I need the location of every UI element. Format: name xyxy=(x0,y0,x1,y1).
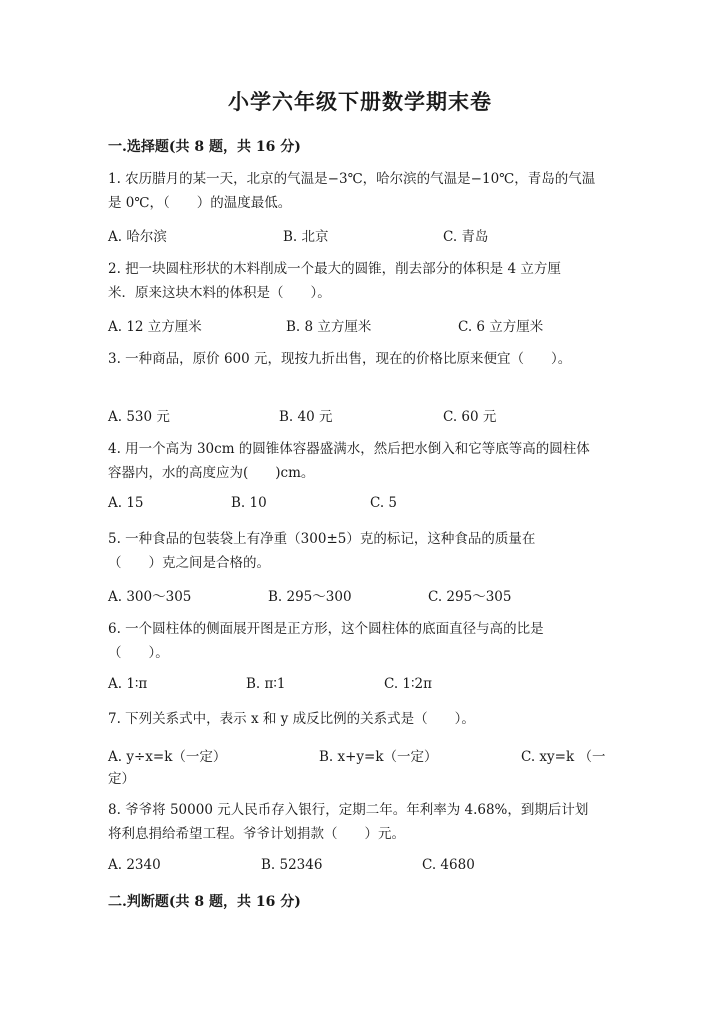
question-7-line-1: 7. 下列关系式中，表示 x 和 y 成反比例的关系式是（ ）。 xyxy=(108,711,475,727)
q4-option-a: A. 15 xyxy=(108,495,144,511)
page-title: 小学六年级下册数学期末卷 xyxy=(228,89,492,114)
q7-option-b: B. x+y=k（一定） xyxy=(319,749,438,765)
q6-option-b: B. π∶1 xyxy=(246,676,286,692)
question-7 xyxy=(108,707,618,731)
question-5-line-1: 5. 一种食品的包装袋上有净重（300±5）克的标记，这种食品的质量在 xyxy=(108,531,536,547)
question-3-line-1: 3. 一种商品，原价 600 元，现按九折出售，现在的价格比原来便宜（ ）。 xyxy=(108,351,572,367)
question-1-line-1: 1. 农历腊月的某一天，北京的气温是−3℃，哈尔滨的气温是−10℃，青岛的气温 xyxy=(108,171,596,187)
q7-option-c-wrap: 定） xyxy=(108,771,135,787)
question-4 xyxy=(108,437,618,485)
question-8-line-1: 8. 爷爷将 50000 元人民币存入银行，定期二年。年利率为 4.68%，到期后计划 xyxy=(108,802,589,818)
q6-option-c: C. 1∶2π xyxy=(384,676,432,692)
q5-option-c: C. 295～305 xyxy=(428,589,512,605)
q4-option-c: C. 5 xyxy=(370,495,398,511)
q1-option-a: A. 哈尔滨 xyxy=(108,229,167,245)
q8-option-b: B. 52346 xyxy=(261,857,323,873)
question-5 xyxy=(108,527,618,575)
question-5-line-2: （ ）克之间是合格的。 xyxy=(108,555,270,571)
question-2-line-2: 米．原来这块木料的体积是（ ）。 xyxy=(108,285,331,301)
question-8 xyxy=(108,798,618,846)
q3-option-c: C. 60 元 xyxy=(443,409,497,425)
question-2 xyxy=(108,257,618,305)
q3-option-a: A. 530 元 xyxy=(108,409,170,425)
q8-option-a: A. 2340 xyxy=(108,857,161,873)
question-6 xyxy=(108,617,618,665)
question-2-line-1: 2. 把一块圆柱形状的木料削成一个最大的圆锥，削去部分的体积是 4 立方厘 xyxy=(108,261,561,277)
question-8-line-2: 将利息捐给希望工程。爷爷计划捐款（ ）元。 xyxy=(108,826,405,842)
q6-option-a: A. 1∶π xyxy=(108,676,148,692)
question-4-line-1: 4. 用一个高为 30cm 的圆锥体容器盛满水，然后把水倒入和它等底等高的圆柱体 xyxy=(108,441,590,457)
question-6-line-2: （ ）。 xyxy=(108,645,169,661)
q5-option-b: B. 295～300 xyxy=(268,589,352,605)
q7-option-c: C. xy=k （一 xyxy=(521,749,606,765)
q8-option-c: C. 4680 xyxy=(422,857,475,873)
q3-option-b: B. 40 元 xyxy=(279,409,333,425)
section-heading-choice: 一.选择题(共 8 题，共 16 分) xyxy=(108,139,301,155)
question-1 xyxy=(108,167,618,215)
question-6-line-1: 6. 一个圆柱体的侧面展开图是正方形，这个圆柱体的底面直径与高的比是 xyxy=(108,621,544,637)
question-3 xyxy=(108,347,618,371)
q4-option-b: B. 10 xyxy=(231,495,267,511)
q2-option-b: B. 8 立方厘米 xyxy=(286,319,372,335)
q5-option-a: A. 300～305 xyxy=(108,589,192,605)
question-1-line-2: 是 0℃，（ ）的温度最低。 xyxy=(108,195,292,211)
q2-option-a: A. 12 立方厘米 xyxy=(108,319,202,335)
section-heading-judgment: 二.判断题(共 8 题，共 16 分) xyxy=(108,894,301,910)
q1-option-c: C. 青岛 xyxy=(443,229,489,245)
question-4-line-2: 容器内，水的高度应为( )cm。 xyxy=(108,465,315,481)
q2-option-c: C. 6 立方厘米 xyxy=(458,319,544,335)
q7-option-a: A. y÷x=k（一定） xyxy=(108,749,227,765)
q1-option-b: B. 北京 xyxy=(283,229,329,245)
